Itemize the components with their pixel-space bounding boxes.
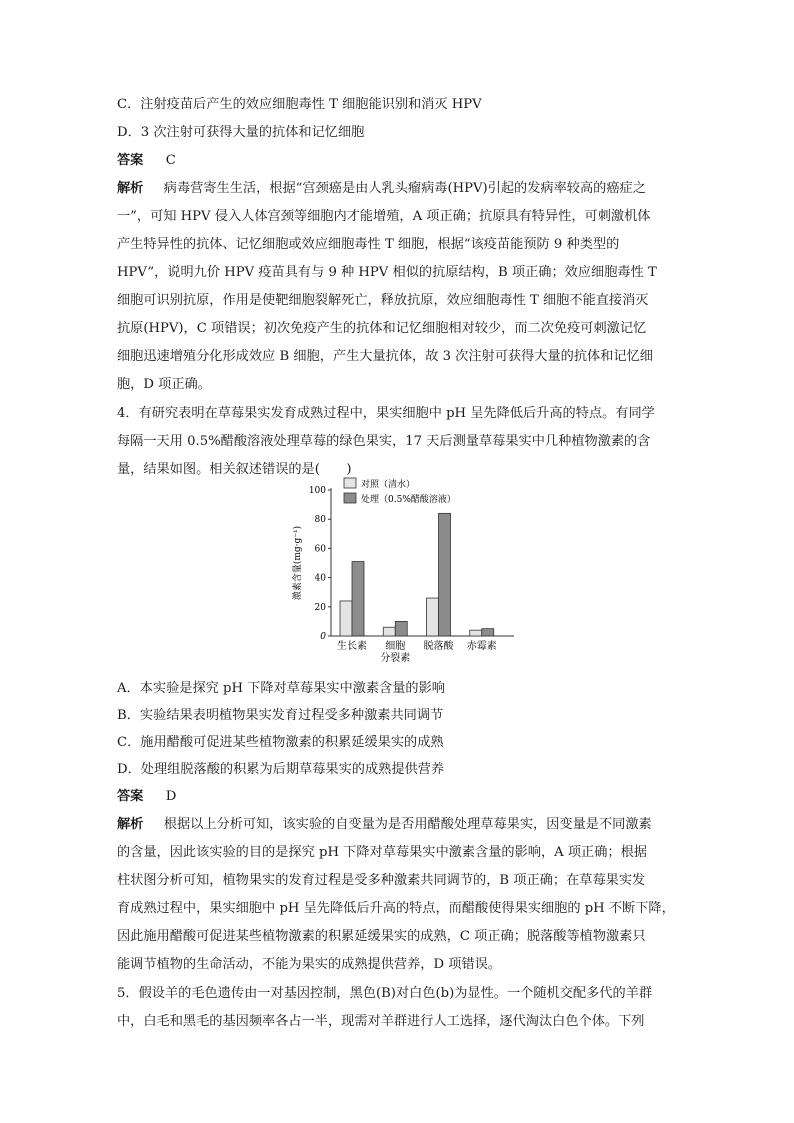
legend-swatch [344, 493, 356, 503]
answer-label: 答案 [117, 153, 144, 168]
q4-stem-line: 量，结果如图。相关叙述错误的是( ) [117, 462, 352, 477]
q5-stem-line: 中，白毛和黑毛的基因频率各占一半，现需对羊群进行人工选择，逐代淘汰白色个体。下列 [117, 1014, 645, 1029]
q3-analysis-line: 细胞可识别抗原，作用是使靶细胞裂解死亡，释放抗原，效应细胞毒性 T 细胞不能直接消灭 [117, 293, 649, 308]
q4-analysis-line: 柱状图分析可知，植物果实的发育过程是受多种激素共同调节的，B 项正确；在草莓果实发 [117, 873, 646, 888]
bar [470, 630, 482, 636]
answer-value: D [165, 789, 177, 804]
x-tick-label: 脱落酸 [423, 641, 454, 652]
q3-analysis-line: 抗原(HPV)，C 项错误；初次免疫产生的抗体和记忆细胞相对较少，而二次免疫可刺激记忆 [117, 321, 647, 336]
legend-label: 对照（清水） [361, 480, 416, 490]
q4-analysis-line: 育成熟过程中，果实细胞中 pH 呈先降低后升高的特点，而醋酸使得果实细胞的 pH 不断下降， [117, 901, 675, 916]
q3-analysis-line [117, 180, 677, 198]
q4-stem-line: 每隔一天用 0.5%醋酸溶液处理草莓的绿色果实，17 天后测量草莓果实中几种植物激素的含 [117, 434, 651, 449]
x-tick-label: 赤霉素 [466, 641, 497, 652]
q3-option-d: D．3 次注射可获得大量的抗体和记忆细胞 [117, 125, 365, 140]
y-tick-label: 60 [314, 544, 326, 555]
analysis-label: 解析 [117, 817, 144, 832]
q4-analysis-line: 的含量，因此该实验的目的是探究 pH 下降对草莓果实中激素含量的影响，A 项正确；根据 [117, 845, 647, 860]
q4-option-d: D．处理组脱落酸的积累为后期草莓果实的成熟提供营养 [117, 762, 445, 777]
q4-answer [117, 788, 677, 806]
bar [427, 598, 439, 636]
x-tick-label: 分裂素 [380, 653, 411, 664]
bar [482, 629, 494, 636]
q4-option-c: C．施用醋酸可促进某些植物激素的积累延缓果实的成熟 [117, 735, 444, 750]
q3-analysis-line: HPV”，说明九价 HPV 疫苗具有与 9 种 HPV 相似的抗原结构，B 项正确；效应细胞毒性 T [117, 265, 657, 280]
bar [395, 621, 407, 636]
y-tick-label: 0 [320, 632, 326, 642]
legend-swatch [344, 478, 356, 488]
q3-answer [117, 152, 677, 170]
x-tick-label: 细胞 [385, 641, 406, 652]
x-tick-label: 生长素 [337, 641, 367, 652]
q3-analysis-line: 细胞迅速增殖分化形成效应 B 细胞，产生大量抗体，故 3 次注射可获得大量的抗体和记忆细 [117, 349, 653, 364]
y-axis-label: 激素含量(mg·g⁻¹) [293, 525, 303, 601]
bar [383, 627, 395, 636]
q4-analysis-line: 因此施用醋酸可促进某些植物激素的积累延缓果实的成熟，C 项正确；脱落酸等植物激素只 [117, 929, 646, 944]
y-tick-label: 100 [308, 486, 326, 496]
analysis-text: 病毒营寄生生活，根据“宫颈癌是由人乳头瘤病毒(HPV)引起的发病率较高的癌症之 [163, 181, 646, 196]
analysis-label: 解析 [117, 181, 144, 196]
q5-stem-line: 5．假设羊的毛色遗传由一对基因控制，黑色(B)对白色(b)为显性。一个随机交配多代的羊群 [117, 986, 653, 1001]
q3-analysis-line: 胞，D 项正确。 [117, 377, 211, 392]
q4-analysis-line: 能调节植物的生命活动，不能为果实的成熟提供营养，D 项错误。 [117, 957, 502, 972]
hormone-bar-chart [286, 476, 516, 671]
bar [340, 601, 352, 636]
answer-value: C [165, 153, 176, 168]
analysis-text: 根据以上分析可知，该实验的自变量为是否用醋酸处理草莓果实，因变量是不同激素 [163, 817, 652, 832]
q3-analysis-line: 一”，可知 HPV 侵入人体宫颈等细胞内才能增殖，A 项正确；抗原具有特异性，可刺激机体 [117, 209, 651, 224]
q3-option-c: C．注射疫苗后产生的效应细胞毒性 T 细胞能识别和消灭 HPV [117, 97, 482, 112]
q4-option-a: A．本实验是探究 pH 下降对草莓果实中激素含量的影响 [117, 681, 445, 696]
bar [439, 513, 451, 636]
chart-svg [286, 476, 516, 671]
y-tick-label: 40 [314, 573, 326, 584]
q3-analysis-line: 产生特异性的抗体、记忆细胞或效应细胞毒性 T 细胞，根据“该疫苗能预防 9 种类型的 [117, 237, 620, 252]
legend-label: 处理（0.5%醋酸溶液） [361, 495, 456, 505]
q4-stem-line: 4．有研究表明在草莓果实发育成熟过程中，果实细胞中 pH 呈先降低后升高的特点。有同学 [117, 406, 655, 421]
bar [352, 562, 364, 636]
y-tick-label: 80 [314, 515, 326, 526]
q4-analysis-line [117, 816, 677, 834]
q4-option-b: B．实验结果表明植物果实发育过程受多种激素共同调节 [117, 708, 444, 723]
answer-label: 答案 [117, 789, 144, 804]
y-tick-label: 20 [314, 602, 326, 613]
